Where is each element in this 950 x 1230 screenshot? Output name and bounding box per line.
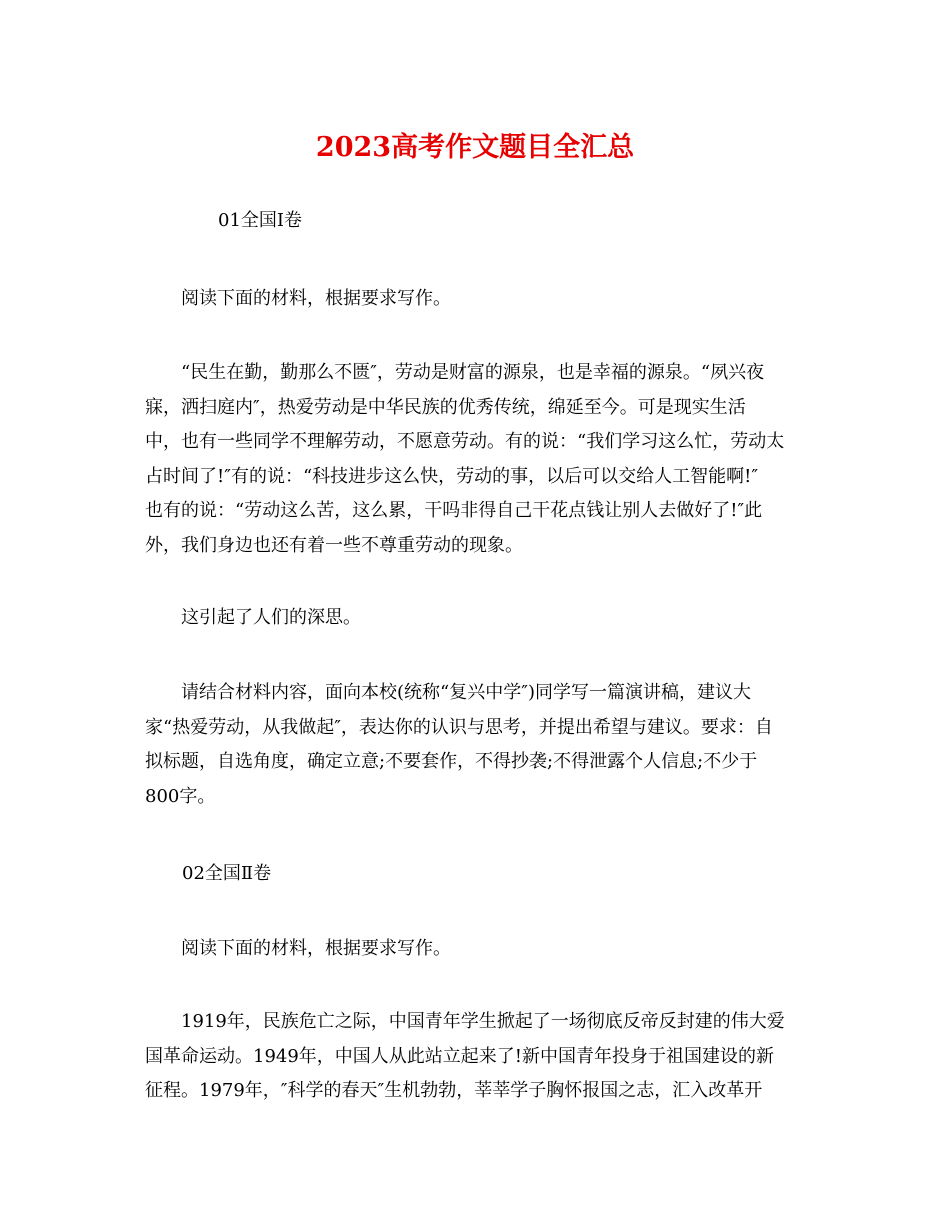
paragraph-line: 征程。1979年，″科学的春天″生机勃勃，莘莘学子胸怀报国之志，汇入改革开: [145, 1080, 763, 1101]
paragraph-line: 阅读下面的材料，根据要求写作。: [181, 938, 451, 959]
paragraph-line: 国革命运动。1949年，中国人从此站立起来了!新中国青年投身于祖国建设的新: [145, 1045, 775, 1067]
page-title: 2023高考作文题目全汇总: [315, 132, 635, 163]
section2-material: [145, 1005, 810, 1109]
section1-intro: [145, 282, 810, 317]
paragraph-line: 家“热爱劳动，从我做起″，表达你的认识与思考，并提出希望与建议。要求：自: [145, 716, 773, 738]
paragraph-line: 800字。: [145, 785, 216, 807]
paragraph-line: 寐，洒扫庭内″，热爱劳动是中华民族的优秀传统，绵延至今。可是现实生活: [145, 396, 746, 418]
paragraph-line: 外，我们身边也还有着一些不尊重劳动的现象。: [145, 534, 523, 556]
paragraph-line: 请结合材料内容，面向本校(统称“复兴中学″)同学写一篇演讲稿，建议大: [181, 682, 751, 703]
section-heading-1: 01全国Ⅰ卷: [218, 210, 303, 231]
paragraph-line: 占时间了!″有的说：“科技进步这么快，劳动的事，以后可以交给人工智能啊!″: [145, 465, 759, 487]
paragraph-line: 中，也有一些同学不理解劳动，不愿意劳动。有的说：“我们学习这么忙，劳动太: [145, 431, 785, 452]
section1-task: [145, 676, 810, 814]
section1-material: [145, 356, 810, 563]
paragraph-line: 阅读下面的材料，根据要求写作。: [181, 288, 451, 309]
paragraph-line: 1919年，民族危亡之际，中国青年学生掀起了一场彻底反帝反封建的伟大爱: [181, 1011, 785, 1032]
section2-intro: [145, 932, 810, 967]
paragraph-line: 也有的说：“劳动这么苦，这么累，干吗非得自己干花点钱让别人去做好了!″此: [145, 500, 763, 521]
paragraph-line: “民生在勤，勤那么不匮″，劳动是财富的源泉，也是幸福的源泉。“夙兴夜: [181, 362, 765, 383]
paragraph-line: 拟标题，自选角度，确定立意;不要套作，不得抄袭;不得泄露个人信息;不少于: [145, 751, 758, 772]
section1-reflection: [145, 601, 810, 636]
paragraph-line: 这引起了人们的深思。: [181, 607, 361, 628]
section-heading-2: 02全国Ⅱ卷: [182, 863, 272, 884]
